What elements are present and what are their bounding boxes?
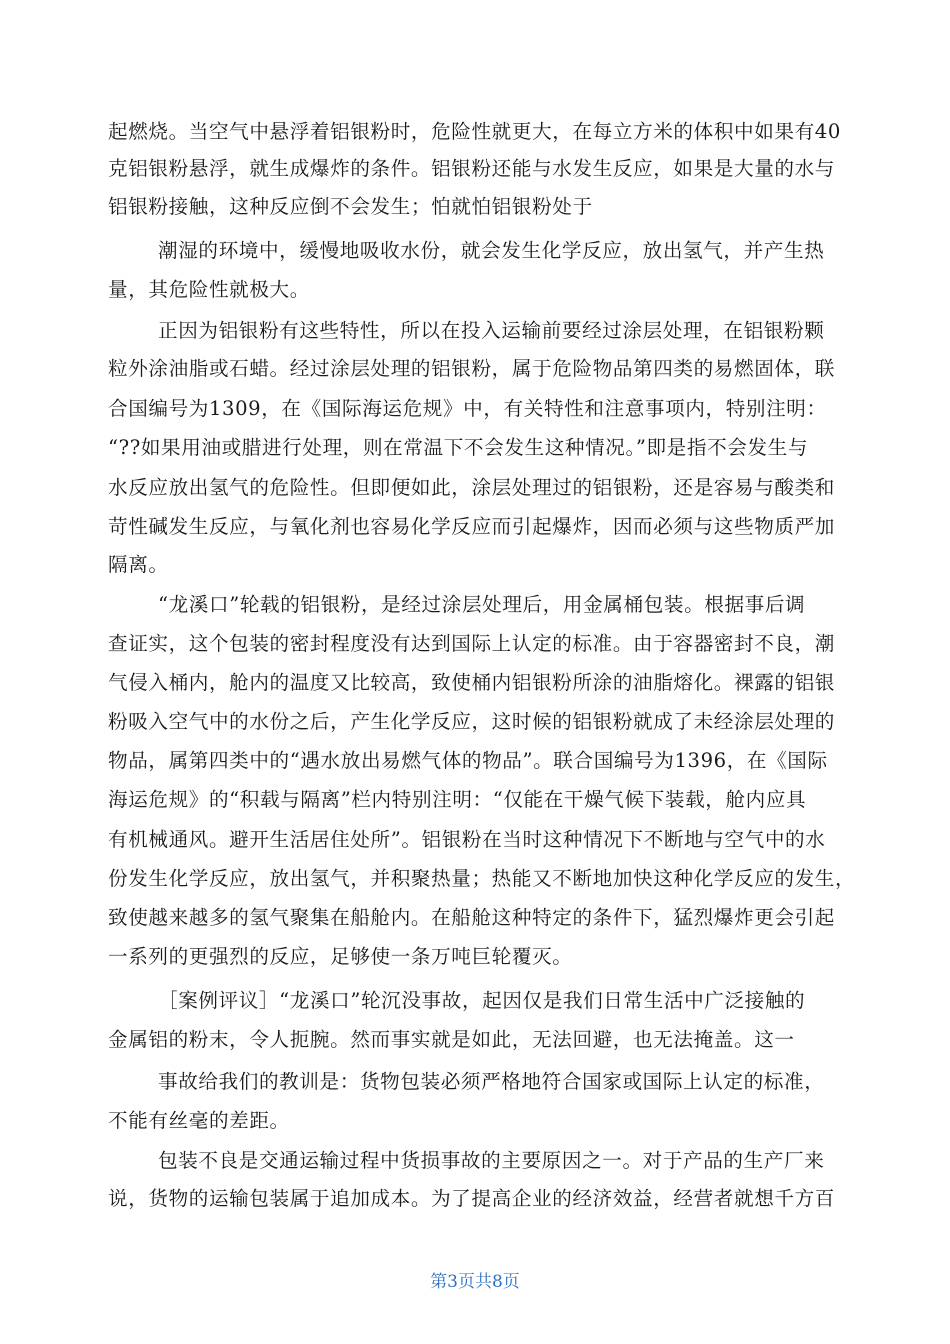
text-line: 份发生化学反应，放出氢气，并积聚热量；热能又不断地加快这种化学反应的发生， [108, 867, 856, 890]
text-line: 潮湿的环境中，缓慢地吸收水份，就会发生化学反应，放出氢气，并产生热 [158, 239, 825, 262]
text-line: 克铝银粉悬浮，就生成爆炸的条件。铝银粉还能与水发生反应，如果是大量的水与 [108, 157, 835, 180]
text-line: 粒外涂油脂或石蜡。经过涂层处理的铝银粉，属于危险物品第四类的易燃固体，联 [108, 357, 835, 380]
text-line: 查证实，这个包装的密封程度没有达到国际上认定的标准。由于容器密封不良，潮 [108, 632, 835, 655]
page-number: 第3页共8页 [430, 1272, 520, 1292]
text-line: 合国编号为1309，在《国际海运危规》中，有关特性和注意事项内，特别注明： [108, 397, 827, 420]
text-line: ［案例评议］“龙溪口”轮沉没事故，起因仅是我们日常生活中广泛接触的 [158, 989, 806, 1012]
text-line: 致使越来越多的氢气聚集在船舱内。在船舱这种特定的条件下，猛烈爆炸更会引起 [108, 906, 835, 929]
text-line: 正因为铝银粉有这些特性，所以在投入运输前要经过涂层处理，在铝银粉颗 [158, 319, 825, 342]
text-line: 说，货物的运输包装属于追加成本。为了提高企业的经济效益，经营者就想千方百 [108, 1187, 835, 1210]
text-line: 物品，属第四类中的“遇水放出易燃气体的物品”。联合国编号为1396，在《国际 [108, 749, 828, 772]
text-line: 量，其危险性就极大。 [108, 278, 310, 301]
text-line: 苛性碱发生反应，与氧化剂也容易化学反应而引起爆炸，因而必须与这些物质严加 [108, 515, 835, 538]
text-line: 粉吸入空气中的水份之后，产生化学反应，这时候的铝银粉就成了未经涂层处理的 [108, 710, 835, 733]
text-line: 不能有丝毫的差距。 [108, 1109, 290, 1132]
text-line: 事故给我们的教训是：货物包装必须严格地符合国家或国际上认定的标准， [158, 1070, 825, 1093]
text-line: 一系列的更强烈的反应，足够使一条万吨巨轮覆灭。 [108, 945, 573, 968]
text-line: 隔离。 [108, 553, 169, 576]
text-line: 起燃烧。当空气中悬浮着铝银粉时，危险性就更大，在每立方米的体积中如果有40 [108, 120, 841, 143]
text-line: 气侵入桶内，舱内的温度又比较高，致使桶内铝银粉所涂的油脂熔化。裸露的铝银 [108, 671, 835, 694]
text-line: 包装不良是交通运输过程中货损事故的主要原因之一。对于产品的生产厂来 [158, 1149, 825, 1172]
text-line: 铝银粉接触，这种反应倒不会发生；怕就怕铝银粉处于 [108, 195, 593, 218]
text-line: 海运危规》的“积载与隔离”栏内特别注明：“仅能在干燥气候下装载，舱内应具 [108, 788, 807, 811]
text-line: 水反应放出氢气的危险性。但即便如此，涂层处理过的铝银粉，还是容易与酸类和 [108, 476, 835, 499]
text-line: “??如果用油或腊进行处理，则在常温下不会发生这种情况。”即是指不会发生与 [108, 436, 809, 459]
text-line: 金属铝的粉末，令人扼腕。然而事实就是如此，无法回避，也无法掩盖。这一 [108, 1028, 795, 1051]
text-line: 有机械通风。避开生活居住处所”。铝银粉在当时这种情况下不断地与空气中的水 [108, 828, 826, 851]
text-line: “龙溪口”轮载的铝银粉，是经过涂层处理后，用金属桶包装。根据事后调 [158, 593, 806, 616]
